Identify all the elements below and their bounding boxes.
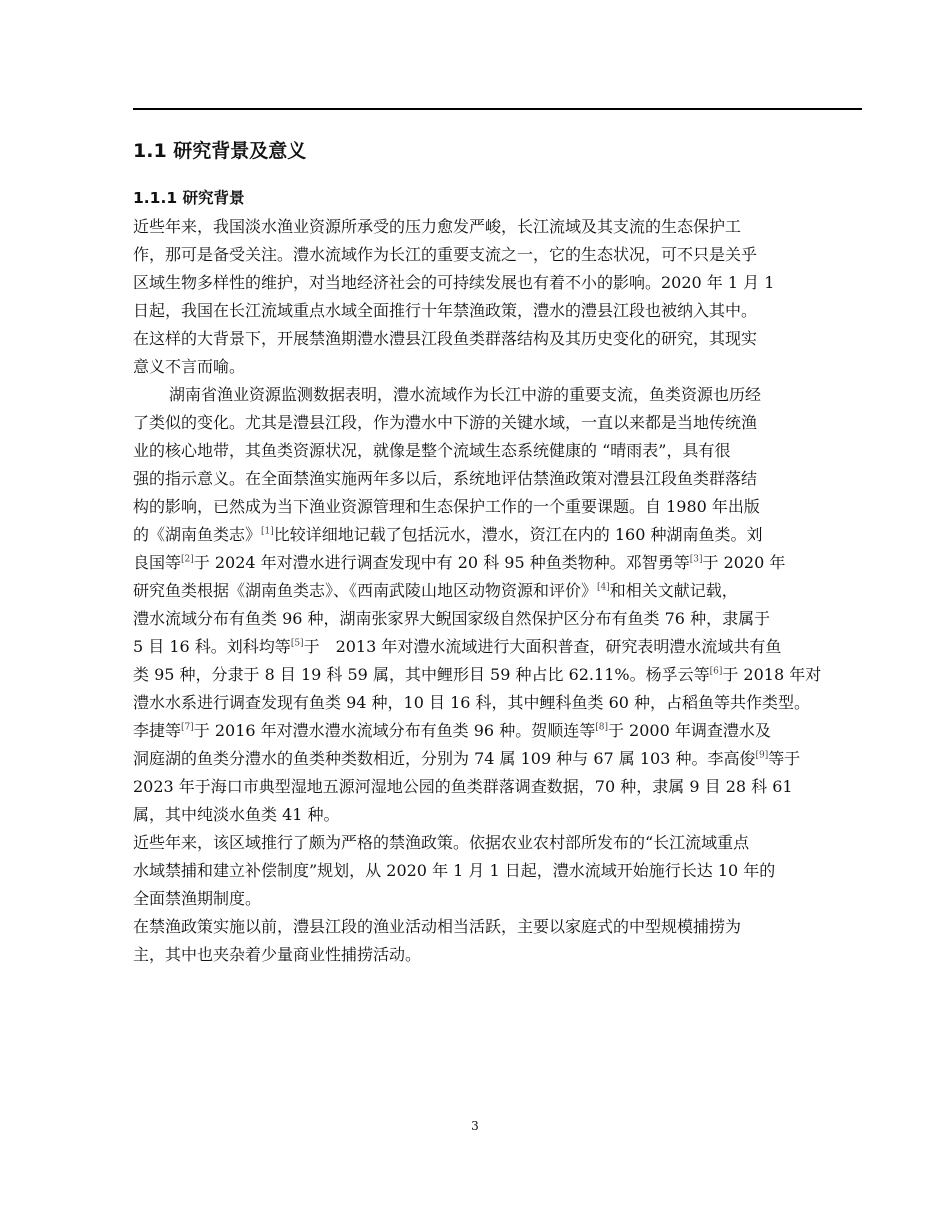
header-rule	[133, 108, 862, 110]
citation-ref: [9]	[755, 750, 769, 761]
text-line: 洞庭湖的鱼类分澧水的鱼类种类数相近，分别为 74 属 109 种与 67 属 103 种。李高俊[9]等于	[133, 749, 801, 768]
text-line: 近些年来，该区域推行了颇为严格的禁渔政策。依据农业农村部所发布的“长江流域重点	[133, 833, 750, 852]
text-line: 主，其中也夹杂着少量商业性捕捞活动。	[133, 945, 422, 964]
text-line: 近些年来，我国淡水渔业资源所承受的压力愈发严峻，长江流域及其支流的生态保护工	[133, 217, 742, 236]
text-line: 澧水流域分布有鱼类 96 种，湖南张家界大鲵国家级自然保护区分布有鱼类 76 种，隶属于	[133, 609, 771, 628]
citation-ref: [2]	[181, 554, 194, 565]
text-line: 业的核心地带，其鱼类资源状况，就像是整个流域生态系统健康的 “晴雨表”，具有很	[133, 441, 731, 460]
text-line: 良国等[2]于 2024 年对澧水进行调查发现中有 20 科 95 种鱼类物种。邓智勇等[3]于 2020 年	[133, 553, 786, 572]
text-line: 李捷等[7]于 2016 年对澧水澧水流域分布有鱼类 96 种。贺顺连等[8]于 2000 年调查澧水及	[133, 721, 771, 740]
citation-ref: [3]	[689, 554, 703, 565]
text-line: 强的指示意义。在全面禁渔实施两年多以后，系统地评估禁渔政策对澧县江段鱼类群落结	[133, 469, 758, 488]
section-heading: 1.1 研究背景及意义	[133, 140, 307, 162]
text-line: 构的影响，已然成为当下渔业资源管理和生态保护工作的一个重要课题。自 1980 年出版	[133, 497, 760, 516]
text-line: 澧水水系进行调查发现有鱼类 94 种，10 目 16 科，其中鲤科鱼类 60 种，占稻鱼等共作类型。	[133, 693, 811, 712]
body-text	[133, 213, 862, 969]
text-line: 意义不言而喻。	[133, 357, 246, 376]
text-line: 区域生物多样性的维护，对当地经济社会的可持续发展也有着不小的影响。2020 年 1 月 1	[133, 273, 775, 292]
text-line: 湖南省渔业资源监测数据表明，澧水流域作为长江中游的重要支流，鱼类资源也历经	[169, 385, 762, 404]
citation-ref: [1]	[261, 526, 274, 537]
text-line: 在这样的大背景下，开展禁渔期澧水澧县江段鱼类群落结构及其历史变化的研究，其现实	[133, 329, 758, 348]
text-line: 水域禁捕和建立补偿制度”规划，从 2020 年 1 月 1 日起，澧水流域开始施行长达 10 年的	[133, 861, 776, 880]
text-line: 作，那可是备受关注。澧水流域作为长江的重要支流之一，它的生态状况，可不只是关乎	[133, 245, 758, 264]
citation-ref: [7]	[181, 722, 194, 733]
citation-ref: [5]	[290, 638, 304, 649]
text-line: 研究鱼类根据《湖南鱼类志》、《西南武陵山地区动物资源和评价》[4]和相关文献记载，	[133, 581, 738, 600]
text-line: 属，其中纯淡水鱼类 41 种。	[133, 805, 340, 824]
text-line: 类 95 种，分隶于 8 目 19 科 59 属，其中鲤形目 59 种占比 62.11%。杨孚云等[6]于 2018 年对	[133, 665, 822, 684]
text-line: 2023 年于海口市典型湿地五源河湿地公园的鱼类群落调查数据，70 种，隶属 9 目 28 科 61	[133, 777, 793, 796]
citation-ref: [4]	[597, 582, 610, 593]
subsection-heading: 1.1.1 研究背景	[133, 189, 245, 207]
text-line: 日起，我国在长江流域重点水域全面推行十年禁渔政策，澧水的澧县江段也被纳入其中。	[133, 301, 758, 320]
text-line: 在禁渔政策实施以前，澧县江段的渔业活动相当活跃，主要以家庭式的中型规模捕捞为	[133, 917, 742, 936]
text-line: 全面禁渔期制度。	[133, 889, 262, 908]
text-line: 5 目 16 科。刘科均等[5]于 2013 年对澧水流域进行大面积普查，研究表明澧水流域共有鱼	[133, 637, 782, 656]
citation-ref: [6]	[709, 666, 723, 677]
citation-ref: [8]	[595, 722, 608, 733]
text-line: 的《湖南鱼类志》[1]比较详细地记载了包括沅水，澧水，资江在内的 160 种湖南鱼类。刘	[133, 525, 763, 544]
page-number: 3	[471, 1119, 479, 1133]
text-line: 了类似的变化。尤其是澧县江段，作为澧水中下游的关键水域，一直以来都是当地传统渔	[133, 413, 758, 432]
